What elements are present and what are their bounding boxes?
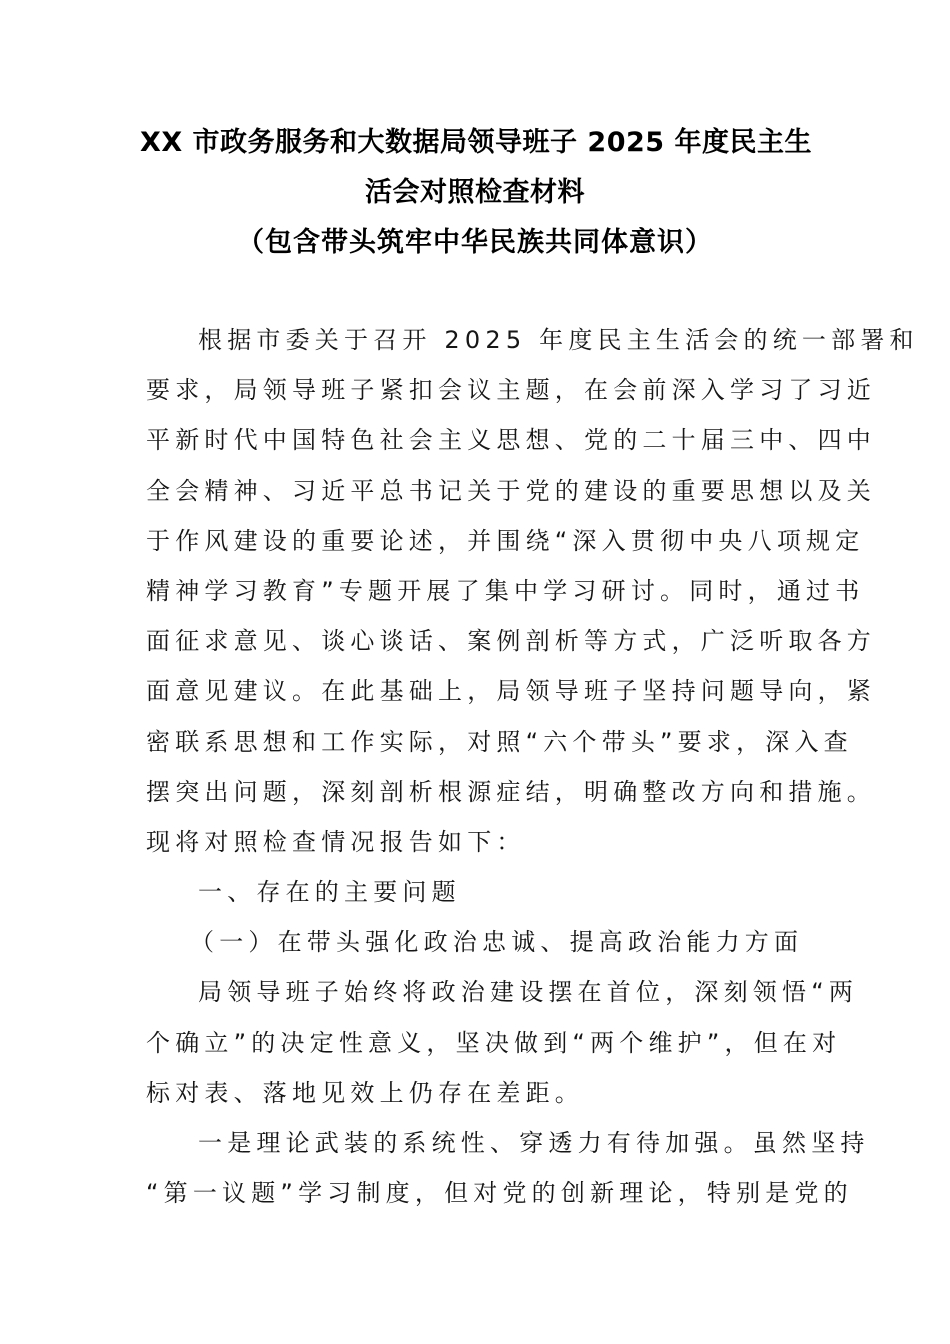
- paragraph-political-line: 标对表、落地见效上仍存在差距。: [146, 1078, 584, 1107]
- paragraph-theory-line: “第一议题”学习制度，但对党的创新理论，特别是党的: [146, 1179, 853, 1208]
- paragraph-intro-line: 根据市委关于召开 2025 年度民主生活会的统一部署和: [198, 326, 919, 354]
- document-title-line-1: XX 市政务服务和大数据局领导班子 2025 年度民主生: [140, 127, 812, 158]
- paragraph-intro-line: 面征求意见、谈心谈话、案例剖析等方式，广泛听取各方: [146, 627, 876, 656]
- section-heading-1-1: （一）在带头强化政治忠诚、提高政治能力方面: [190, 928, 804, 957]
- paragraph-political-line: 局领导班子始终将政治建设摆在首位，深刻领悟“两: [198, 978, 859, 1007]
- paragraph-intro-line: 全会精神、习近平总书记关于党的建设的重要思想以及关: [146, 476, 876, 505]
- paragraph-political-line: 个确立”的决定性意义，坚决做到“两个维护”，但在对: [146, 1028, 842, 1057]
- paragraph-intro-line: 密联系思想和工作实际，对照“六个带头”要求，深入查: [146, 727, 853, 756]
- paragraph-intro-line: 于作风建设的重要论述，并围绕“深入贯彻中央八项规定: [146, 526, 865, 555]
- document-subtitle: （包含带头筑牢中华民族共同体意识）: [237, 227, 713, 258]
- document-title-line-2: 活会对照检查材料: [365, 177, 585, 208]
- section-heading-1: 一、存在的主要问题: [198, 878, 461, 907]
- document-body: [146, 315, 919, 1218]
- paragraph-intro-line: 精神学习教育”专题开展了集中学习研讨。同时，通过书: [146, 576, 865, 605]
- paragraph-intro-line: 要求，局领导班子紧扣会议主题，在会前深入学习了习近: [146, 376, 876, 405]
- paragraph-intro-line: 面意见建议。在此基础上，局领导班子坚持问题导向，紧: [146, 677, 876, 706]
- paragraph-intro-line: 摆突出问题，深刻剖析根源症结，明确整改方向和措施。: [146, 777, 876, 806]
- paragraph-intro-line: 现将对照检查情况报告如下：: [146, 827, 526, 856]
- paragraph-theory-line: 一是理论武装的系统性、穿透力有待加强。虽然坚持: [198, 1129, 870, 1157]
- document-title-block: [140, 118, 810, 268]
- paragraph-intro-line: 平新时代中国特色社会主义思想、党的二十届三中、四中: [146, 426, 876, 455]
